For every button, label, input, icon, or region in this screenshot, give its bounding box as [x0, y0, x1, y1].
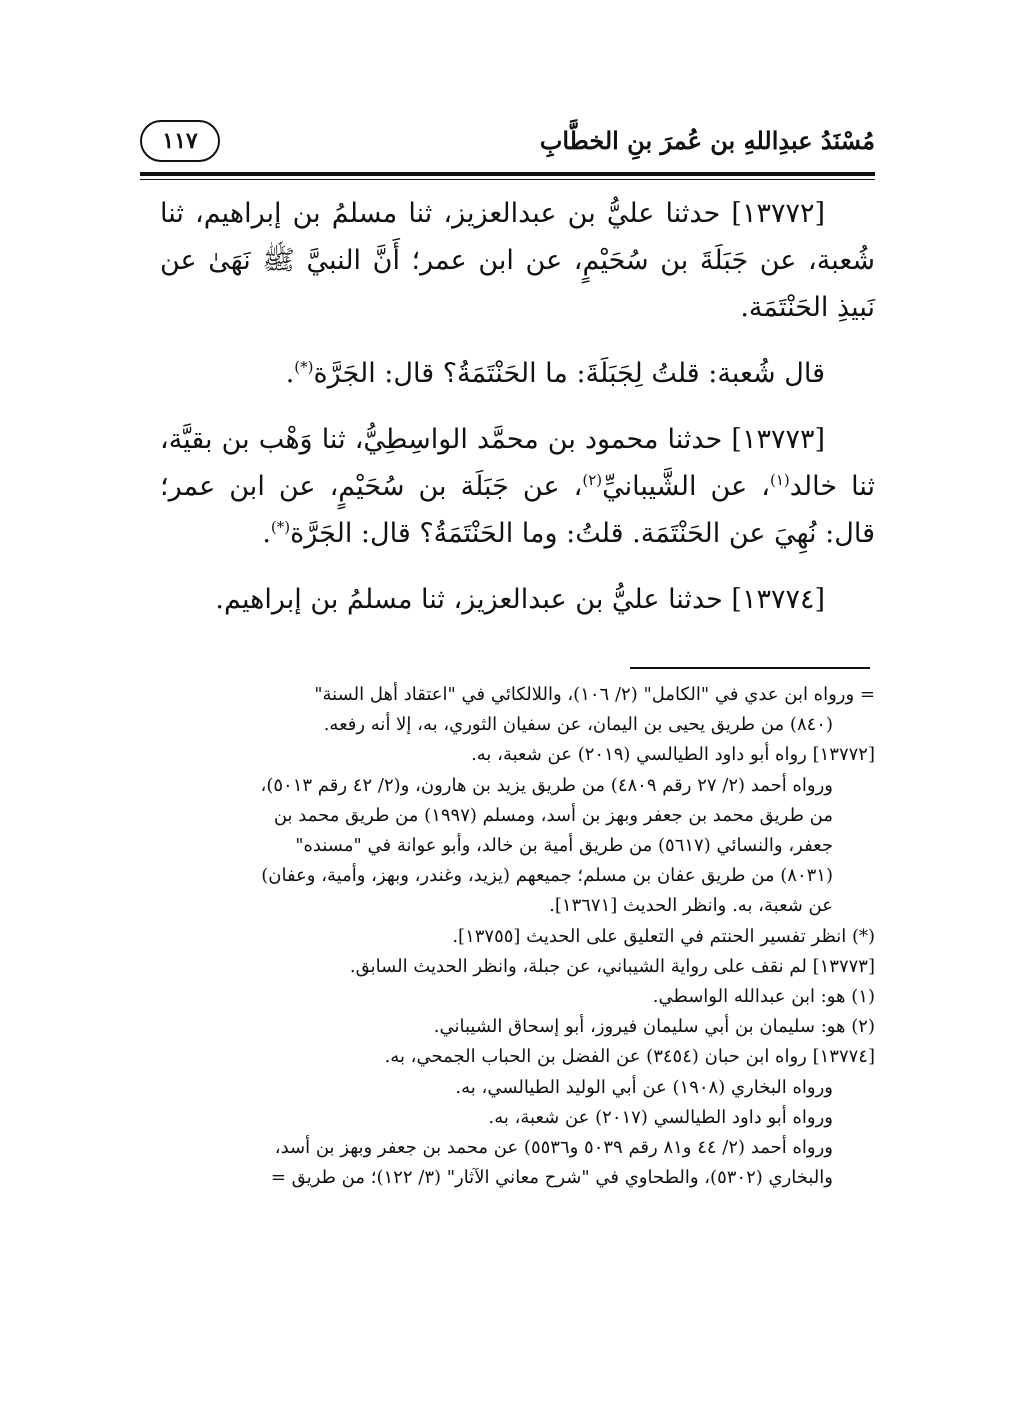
- main-text: [160, 190, 875, 642]
- page-number: ١١٧: [162, 128, 198, 154]
- footnote-line: (٨٠٣١) من طريق عفان بن مسلم؛ جميعهم (يزيد، وغندر، وبهز، وأمية، وعفان): [261, 865, 833, 887]
- footnote-line: = ورواه ابن عدي في "الكامل" (٢/ ١٠٦)، واللالكائي في "اعتقاد أهل السنة": [314, 684, 875, 705]
- footnote-marker-star-2: (*): [270, 518, 291, 536]
- footnote-marker-1: (١): [769, 471, 790, 489]
- footnote-line: [١٣٧٧٤] رواه ابن حبان (٣٤٥٤) عن الفضل بن الحباب الجمحي، به.: [384, 1046, 875, 1068]
- footnote-line: [١٣٧٧٢] رواه أبو داود الطيالسي (٢٠١٩) عن شعبة، به.: [471, 744, 875, 766]
- footnote-line: جعفر، والنسائي (٥٦١٧) من طريق أمية بن خالد، وأبو عوانة في "مسنده": [295, 835, 833, 857]
- page-header: [140, 118, 875, 170]
- footnote-marker-star: (*): [294, 358, 314, 376]
- page-number-badge: [140, 120, 220, 162]
- footnote-line: من طريق محمد بن جعفر وبهز بن أسد، ومسلم (١٩٩٧) من طريق محمد بن: [273, 804, 833, 826]
- footnote-line: (٢) هو: سليمان بن أبي سليمان فيروز، أبو إسحاق الشيباني.: [433, 1016, 875, 1038]
- footnote-line: (*) انظر تفسير الحنتم في التعليق على الحديث [١٣٧٥٥].: [452, 925, 875, 947]
- footnote-line: والبخاري (٥٣٠٢)، والطحاوي في "شرح معاني الآثار" (٣/ ١٢٢)؛ من طريق =: [270, 1167, 833, 1189]
- hadith-13772: [١٣٧٧٢] حدثنا عليُّ بن عبدالعزيز، ثنا مسلمُ بن إبراهيم، ثنا شُعبة، عن جَبَلَةَ بن سُحَيْمٍ، عن ابن عمر؛ أَنَّ النبيَّ ﷺ نَهَىٰ عن نَبيذِ الحَنْتَمَة.: [160, 198, 875, 323]
- footnote-line: ورواه أبو داود الطيالسي (٢٠١٧) عن شعبة، به.: [488, 1106, 833, 1128]
- footnote-line: ورواه أحمد (٢/ ٤٤ و٨١ رقم ٥٠٣٩ و٥٥٣٦) عن محمد بن جعفر وبهز بن أسد،: [274, 1137, 833, 1159]
- header-rule-thick: [140, 172, 875, 176]
- hadith-13773: [١٣٧٧٣] حدثنا محمود بن محمَّد الواسِطِيُّ، ثنا وَهْب بن بقيَّة، ثنا خالد$^{(١)}$، عن الشَّيبانيِّ$^{(٢)}$، عن جَبَلَة بن سُحَيْمٍ، عن ابن عمر؛ قال: نُهِيَ عن الحَنْتَمَة. قلتُ: وما الحَنْتَمَةُ؟ قال: الجَرَّة(*).: [160, 424, 875, 549]
- footnote-line: ورواه أحمد (٢/ ٢٧ رقم ٤٨٠٩) من طريق يزيد بن هارون، و(٢/ ٤٢ رقم ٥٠١٣)،: [260, 774, 833, 796]
- footnote-marker-2: (٢): [582, 471, 603, 489]
- footnote-line: (٨٤٠) من طريق يحيى بن اليمان، عن سفيان الثوري، به، إلا أنه رفعه.: [323, 714, 833, 736]
- hadith-13772-comment: قال شُعبة: قلتُ لِجَبَلَةَ: ما الحَنْتَمَةُ؟ قال: الجَرَّة(*).: [285, 358, 825, 389]
- footnote-separator: [630, 667, 870, 669]
- footnote-line: ورواه البخاري (١٩٠٨) عن أبي الوليد الطيالسي، به.: [455, 1076, 833, 1098]
- running-title: مُسْنَدُ عبدِاللهِ بن عُمرَ بنِ الخطَّابِ: [539, 126, 875, 155]
- footnote-line: عن شعبة، به. وانظر الحديث [١٣٦٧١].: [549, 895, 833, 917]
- footnotes: [160, 680, 875, 1193]
- header-rule-thin: [140, 179, 875, 180]
- footnote-line: (١) هو: ابن عبدالله الواسطي.: [652, 986, 875, 1008]
- footnote-line: [١٣٧٧٣] لم نقف على رواية الشيباني، عن جبلة، وانظر الحديث السابق.: [349, 955, 875, 977]
- hadith-13774: [١٣٧٧٤] حدثنا عليُّ بن عبدالعزيز، ثنا مسلمُ بن إبراهيم.: [215, 584, 825, 615]
